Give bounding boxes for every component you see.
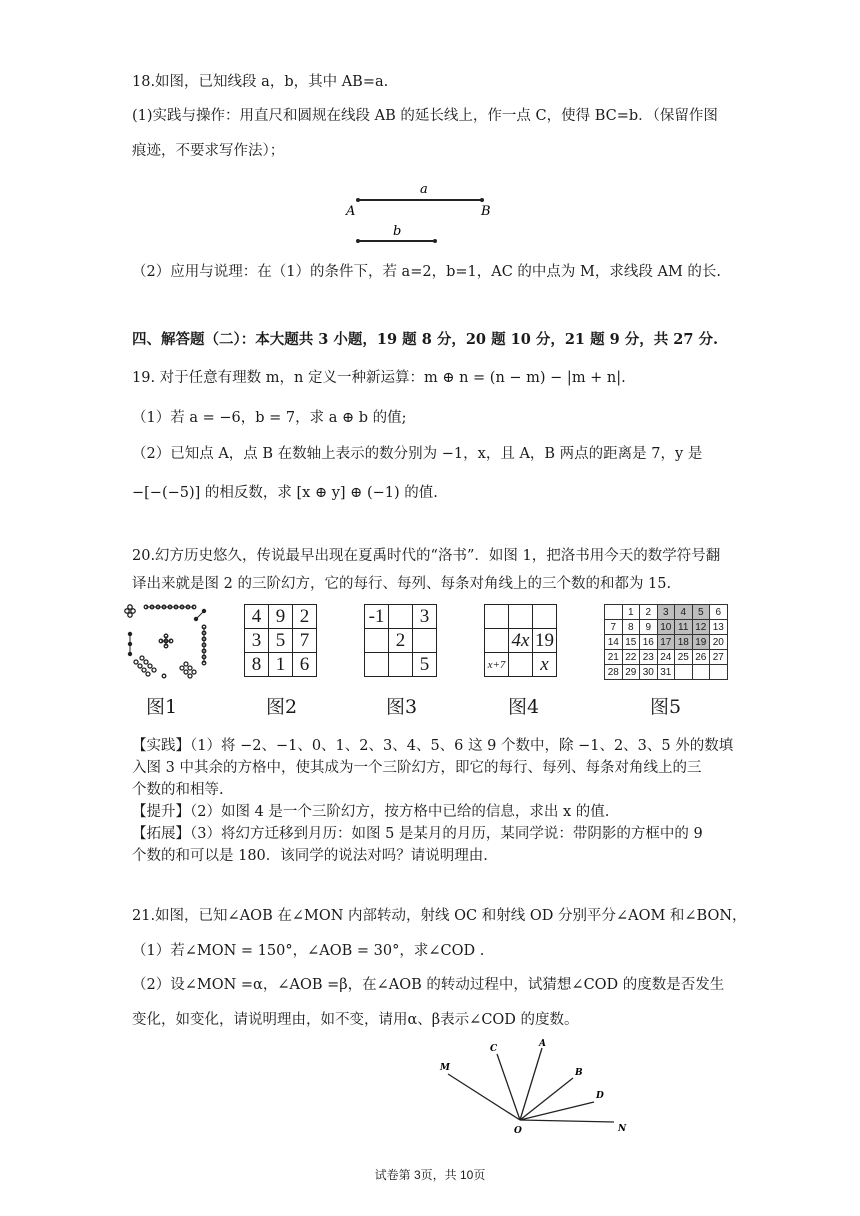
fig3-cell: 3 <box>413 605 437 629</box>
fig2-cell: 8 <box>245 653 269 677</box>
calendar-day-cell: 13 <box>710 620 728 635</box>
fig3-caption: 图3 <box>386 696 418 718</box>
fig5-caption: 图5 <box>650 696 682 718</box>
q18-title: 18.如图，已知线段 a，b，其中 AB=a. <box>132 74 389 90</box>
ray-A-label: A <box>539 1039 546 1049</box>
calendar-day-cell: 12 <box>692 620 710 635</box>
fig3-magic-square <box>364 604 437 677</box>
ray-D-label: D <box>596 1091 604 1101</box>
fig3-cell <box>389 605 413 629</box>
q19-part1: （1）若 a = −6，b = 7，求 a ⊕ b 的值; <box>132 410 407 426</box>
fig2-cell: 9 <box>269 605 293 629</box>
section-4-heading: 四、解答题（二）：本大题共 3 小题，19 题 8 分，20 题 10 分，21 题 9 分，共 27 分. <box>132 331 719 348</box>
ray-B-label: B <box>575 1068 583 1078</box>
calendar-day-cell: 10 <box>657 620 675 635</box>
calendar-day-cell: 27 <box>710 650 728 665</box>
calendar-day-cell: 2 <box>640 605 658 620</box>
fig2-cell: 3 <box>245 629 269 653</box>
ray-M-label: M <box>440 1063 450 1073</box>
q20-extend-line1: 【拓展】（3）将幻方迁移到月历：如图 5 是某月的月历，某同学说：带阴影的方框中的 9 <box>132 826 703 842</box>
calendar-day-cell: 23 <box>640 650 658 665</box>
fig4-cell: x <box>533 653 557 677</box>
q18-part1-line2: 痕迹，不要求写作法）； <box>132 143 285 159</box>
q20-extend-line2: 个数的和可以是 180．该同学的说法对吗？请说明理由. <box>132 848 488 864</box>
page-footer: 试卷第 3页，共 10页 <box>374 1168 486 1182</box>
fig4-caption: 图4 <box>508 696 540 718</box>
calendar-day-cell: 11 <box>675 620 693 635</box>
fig4-cell <box>509 653 533 677</box>
calendar-day-cell: 21 <box>605 650 623 665</box>
q18-part2: （2）应用与说理：在（1）的条件下，若 a=2，b=1，AC 的中点为 M，求线段 AM 的长. <box>132 264 722 280</box>
q20-improve: 【提升】（2）如图 4 是一个三阶幻方，按方格中已给的信息，求出 x 的值. <box>132 804 610 820</box>
segment-a-label: a <box>420 182 428 197</box>
calendar-day-cell: 18 <box>675 635 693 650</box>
calendar-day-cell: 17 <box>657 635 675 650</box>
fig4-cell: 4x <box>509 629 533 653</box>
fig4-cell <box>509 605 533 629</box>
ray-C-label: C <box>490 1044 498 1054</box>
calendar-day-cell: 28 <box>605 665 623 680</box>
fig5-calendar <box>604 604 728 680</box>
calendar-day-cell: 1 <box>622 605 640 620</box>
point-O-label: O <box>514 1126 522 1136</box>
calendar-day-cell <box>675 665 693 680</box>
calendar-day-cell <box>692 665 710 680</box>
q21-part2-line2: 变化，如变化，请说明理由，如不变，请用α、β表示∠COD 的度数。 <box>132 1012 579 1028</box>
calendar-day-cell: 24 <box>657 650 675 665</box>
calendar-day-cell: 14 <box>605 635 623 650</box>
fig4-magic-square <box>484 604 557 677</box>
calendar-day-cell: 20 <box>710 635 728 650</box>
calendar-day-cell: 8 <box>622 620 640 635</box>
q20-intro-line1: 20.幻方历史悠久，传说最早出现在夏禹时代的“洛书”．如图 1，把洛书用今天的数学符号翻 <box>132 548 721 564</box>
fig2-cell: 7 <box>293 629 317 653</box>
calendar-day-cell: 22 <box>622 650 640 665</box>
fig4-cell <box>533 605 557 629</box>
fig1-caption: 图1 <box>146 696 178 718</box>
point-B-label: B <box>481 204 491 219</box>
calendar-day-cell <box>710 665 728 680</box>
fig3-cell <box>413 629 437 653</box>
fig2-cell: 4 <box>245 605 269 629</box>
fig2-magic-square <box>244 604 317 677</box>
ray-N-label: N <box>618 1124 627 1134</box>
luoshu-figure <box>122 602 212 684</box>
q21-part2-line1: （2）设∠MON =α，∠AOB =β，在∠AOB 的转动过程中，试猜想∠COD 的度数是否发生 <box>132 977 725 993</box>
calendar-day-cell: 30 <box>640 665 658 680</box>
q18-segment-figure <box>340 178 510 248</box>
calendar-day-cell: 25 <box>675 650 693 665</box>
point-A-label: A <box>346 204 356 219</box>
calendar-day-cell: 9 <box>640 620 658 635</box>
fig4-cell <box>485 605 509 629</box>
calendar-day-cell: 6 <box>710 605 728 620</box>
fig3-cell <box>389 653 413 677</box>
fig4-cell: 19 <box>533 629 557 653</box>
q21-part1: （1）若∠MON = 150°，∠AOB = 30°，求∠COD . <box>132 943 485 959</box>
q21-title: 21.如图，已知∠AOB 在∠MON 内部转动，射线 OC 和射线 OD 分别平分∠AOM 和∠BON， <box>132 908 747 924</box>
fig3-cell: -1 <box>365 605 389 629</box>
fig4-cell: x+7 <box>485 653 509 677</box>
fig3-cell <box>365 653 389 677</box>
calendar-day-cell: 3 <box>657 605 675 620</box>
q20-practice-line3: 个数的和相等. <box>132 782 224 798</box>
calendar-day-cell <box>605 605 623 620</box>
fig2-cell: 1 <box>269 653 293 677</box>
q20-practice-line2: 入图 3 中其余的方格中，使其成为一个三阶幻方，即它的每行、每列、每条对角线上的三 <box>132 760 702 776</box>
calendar-day-cell: 19 <box>692 635 710 650</box>
fig4-cell <box>485 629 509 653</box>
fig3-cell: 2 <box>389 629 413 653</box>
calendar-day-cell: 29 <box>622 665 640 680</box>
q20-practice-line1: 【实践】（1）将 −2、−1、0、1、2、3、4、5、6 这 9 个数中，除 −1、2、3、5 外的数填 <box>132 738 734 754</box>
calendar-day-cell: 4 <box>675 605 693 620</box>
q19-part2-line2: −[−(−5)] 的相反数，求 [x ⊕ y] ⊕ (−1) 的值. <box>132 485 438 501</box>
calendar-day-cell: 7 <box>605 620 623 635</box>
fig3-cell: 5 <box>413 653 437 677</box>
q18-part1-line1: (1)实践与操作：用直尺和圆规在线段 AB 的延长线上，作一点 C，使得 BC=b．（保留作图 <box>132 108 718 124</box>
fig3-cell <box>365 629 389 653</box>
segment-b-label: b <box>393 224 402 239</box>
q19-title: 19. 对于任意有理数 m，n 定义一种新运算：m ⊕ n = (n − m) − |m + n|. <box>132 370 626 386</box>
q21-angle-figure <box>430 1036 640 1136</box>
calendar-day-cell: 31 <box>657 665 675 680</box>
calendar-day-cell: 5 <box>692 605 710 620</box>
fig2-cell: 5 <box>269 629 293 653</box>
calendar-day-cell: 26 <box>692 650 710 665</box>
calendar-day-cell: 16 <box>640 635 658 650</box>
fig2-cell: 2 <box>293 605 317 629</box>
fig2-caption: 图2 <box>266 696 298 718</box>
calendar-day-cell: 15 <box>622 635 640 650</box>
q20-intro-line2: 译出来就是图 2 的三阶幻方，它的每行、每列、每条对角线上的三个数的和都为 15. <box>132 576 672 592</box>
q19-part2-line1: （2）已知点 A，点 B 在数轴上表示的数分别为 −1，x，且 A，B 两点的距离是 7，y 是 <box>132 446 703 462</box>
fig2-cell: 6 <box>293 653 317 677</box>
